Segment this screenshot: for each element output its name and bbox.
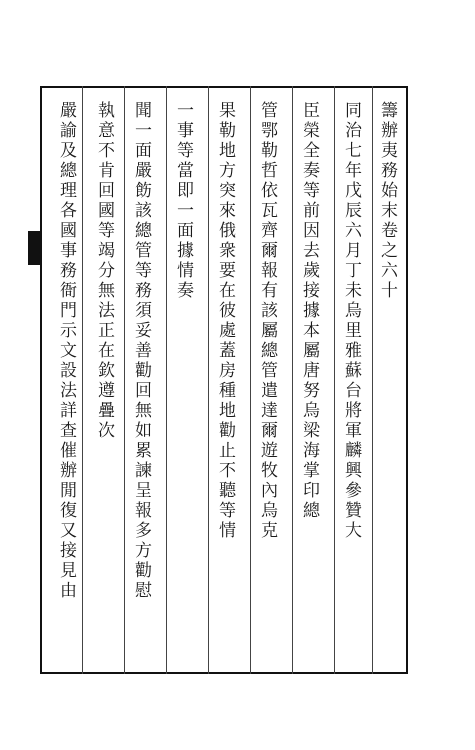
text-column-6 <box>169 101 197 666</box>
column-text: 管鄂勒哲依瓦齊爾報有該屬總管遣達爾遊牧內烏克 <box>257 101 277 541</box>
binding-margin-top <box>0 86 41 231</box>
column-rule <box>124 86 125 674</box>
column-text: 籌辦夷務始末卷之六十 <box>377 101 397 301</box>
column-text: 嚴諭及總理各國事務衙門示文設法詳查催辦閒復又接見由 <box>56 101 76 601</box>
binding-margin-bottom <box>0 268 41 674</box>
text-column-7 <box>127 101 155 666</box>
column-rule <box>208 86 209 674</box>
column-rule <box>292 86 293 674</box>
column-rule <box>334 86 335 674</box>
column-text: 果勒地方突來俄衆要在彼處蓋房種地勸止不聽等情 <box>215 101 235 541</box>
binding-mark <box>28 231 40 265</box>
column-rule <box>250 86 251 674</box>
text-column-2 <box>337 101 365 666</box>
column-rule <box>82 86 83 674</box>
text-column-5 <box>211 101 239 666</box>
text-column-1 <box>373 101 401 666</box>
column-text: 聞一面嚴飭該總管等務須妥善勸回無如累諫呈報多方勸慰 <box>131 101 151 601</box>
text-column-8 <box>90 101 118 666</box>
text-column-9 <box>52 101 80 666</box>
text-column-4 <box>253 101 281 666</box>
column-rule <box>166 86 167 674</box>
column-text: 執意不肯回國等竭分無法正在欽遵疊次 <box>94 101 114 441</box>
column-text: 同治七年戊辰六月丁未烏里雅蘇台將軍麟興參贊大 <box>341 101 361 541</box>
column-text: 一事等當即一面據情奏 <box>173 101 193 301</box>
column-text: 臣榮全奏等前因去歲接據本屬唐努烏梁海掌印總 <box>299 101 319 521</box>
text-column-3 <box>295 101 323 666</box>
